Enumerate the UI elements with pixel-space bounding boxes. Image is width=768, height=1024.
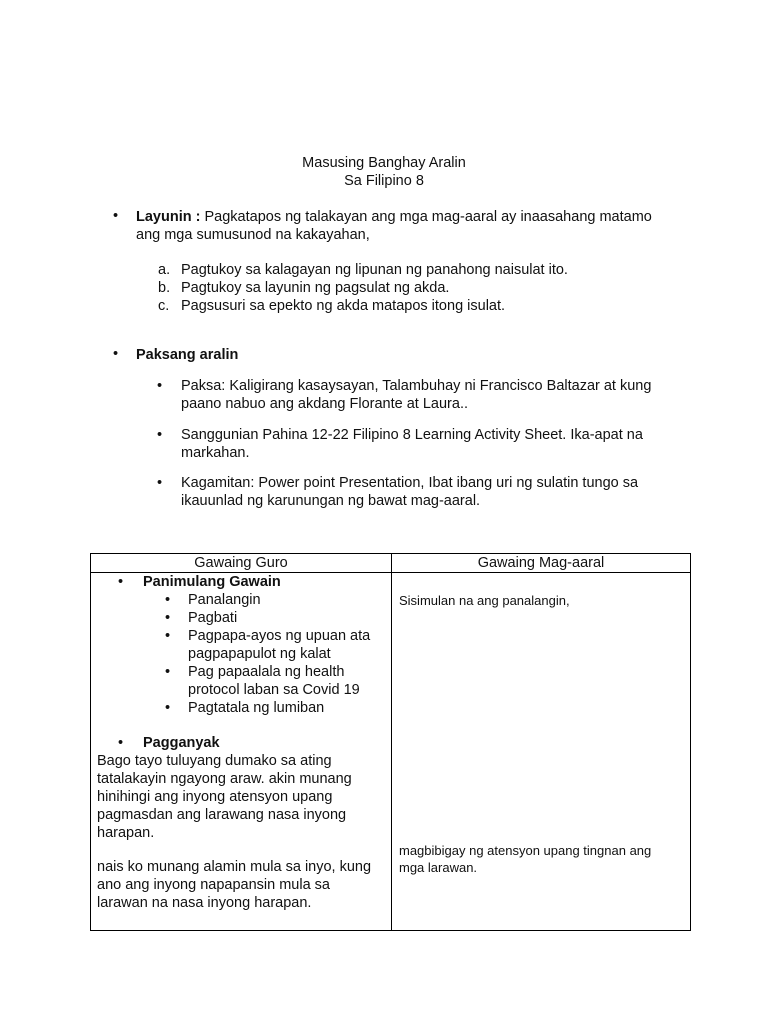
list-item-text: Pagtukoy sa kalagayan ng lipunan ng panahong naisulat ito. <box>181 262 568 278</box>
layunin-line-2: ang mga sumusunod na kakayahan, <box>136 227 370 243</box>
list-item <box>158 297 568 315</box>
gawain-table <box>90 553 691 931</box>
bullet-icon: • <box>165 700 171 716</box>
header-gawaing-mag-aaral: Gawaing Mag-aaral <box>392 554 691 573</box>
list-item: Pagpapa-ayos ng upuan ata <box>188 628 371 644</box>
paksa-line-2: paano nabuo ang akdang Florante at Laura.. <box>181 396 469 412</box>
pagganyak-paragraph-2: nais ko munang alamin mula sa inyo, kung ano ang inyong napapansin mula sa larawan na nasa inyong harapan. <box>97 859 372 911</box>
bullet-icon: • <box>165 664 171 680</box>
list-marker: c. <box>158 298 170 314</box>
bullet-icon: • <box>118 735 124 751</box>
list-item-continued: pagpapapulot ng kalat <box>188 646 331 662</box>
title-line-1: Masusing Banghay Aralin <box>302 155 466 171</box>
paksang-aralin-heading: Paksang aralin <box>136 347 239 363</box>
sanggunian-line-1: Sanggunian Pahina 12-22 Filipino 8 Learning Activity Sheet. Ika-apat na <box>181 427 643 443</box>
bullet-icon: • <box>113 346 119 362</box>
bullet-icon: • <box>165 628 171 644</box>
layunin-label: Layunin : <box>136 209 201 225</box>
pagganyak-label: Pagganyak <box>143 735 220 751</box>
paksa-line-1: Paksa: Kaligirang kasaysayan, Talambuhay ni Francisco Baltazar at kung <box>181 378 652 394</box>
list-item: Pag papaalala ng health <box>188 664 345 680</box>
panimulang-gawain-label: Panimulang Gawain <box>143 574 281 590</box>
gawaing-mag-aaral-cell <box>392 573 691 931</box>
title-line-2: Sa Filipino 8 <box>344 173 424 189</box>
bullet-icon: • <box>165 592 171 608</box>
list-marker: a. <box>158 262 171 278</box>
table-header-row <box>91 554 691 573</box>
list-item <box>158 261 568 279</box>
kagamitan-line-2: ikauunlad ng karunungan ng bawat mag-aaral. <box>181 493 481 509</box>
table-row <box>91 573 691 931</box>
list-item <box>158 279 568 297</box>
list-item-text: Pagtukoy sa layunin ng pagsulat ng akda. <box>181 280 450 296</box>
document-title <box>0 154 768 190</box>
layunin-list <box>158 261 568 315</box>
bullet-icon: • <box>157 427 163 443</box>
list-item-continued: protocol laban sa Covid 19 <box>188 682 360 698</box>
layunin-line-1: Pagkatapos ng talakayan ang mga mag-aaral ay inaasahang matamo <box>200 209 652 225</box>
bullet-icon: • <box>157 378 163 394</box>
bullet-icon: • <box>118 574 124 590</box>
list-item: Panalangin <box>188 592 261 608</box>
bullet-icon: • <box>165 610 171 626</box>
header-gawaing-guro: Gawaing Guro <box>91 554 392 573</box>
list-item: Pagbati <box>188 610 238 626</box>
bullet-icon: • <box>113 208 119 224</box>
list-item-text: Pagsusuri sa epekto ng akda matapos itong isulat. <box>181 298 506 314</box>
list-item: Pagtatala ng lumiban <box>188 700 325 716</box>
kagamitan-line-1: Kagamitan: Power point Presentation, Ibat ibang uri ng sulatin tungo sa <box>181 475 639 491</box>
mag-aaral-response-2: magbibigay ng atensyon upang tingnan ang mga larawan. <box>399 843 652 875</box>
layunin-section <box>136 208 736 244</box>
pagganyak-paragraph-1: Bago tayo tuluyang dumako sa ating tatalakayin ngayong araw. akin munang hinihingi ang inyong atensyon upang pagmasdan ang larawang nasa inyong harapan. <box>97 753 352 841</box>
bullet-icon: • <box>157 475 163 491</box>
gawaing-guro-cell <box>91 573 392 931</box>
mag-aaral-response-1: Sisimulan na ang panalangin, <box>399 593 570 608</box>
list-marker: b. <box>158 280 171 296</box>
sanggunian-line-2: markahan. <box>181 445 250 461</box>
